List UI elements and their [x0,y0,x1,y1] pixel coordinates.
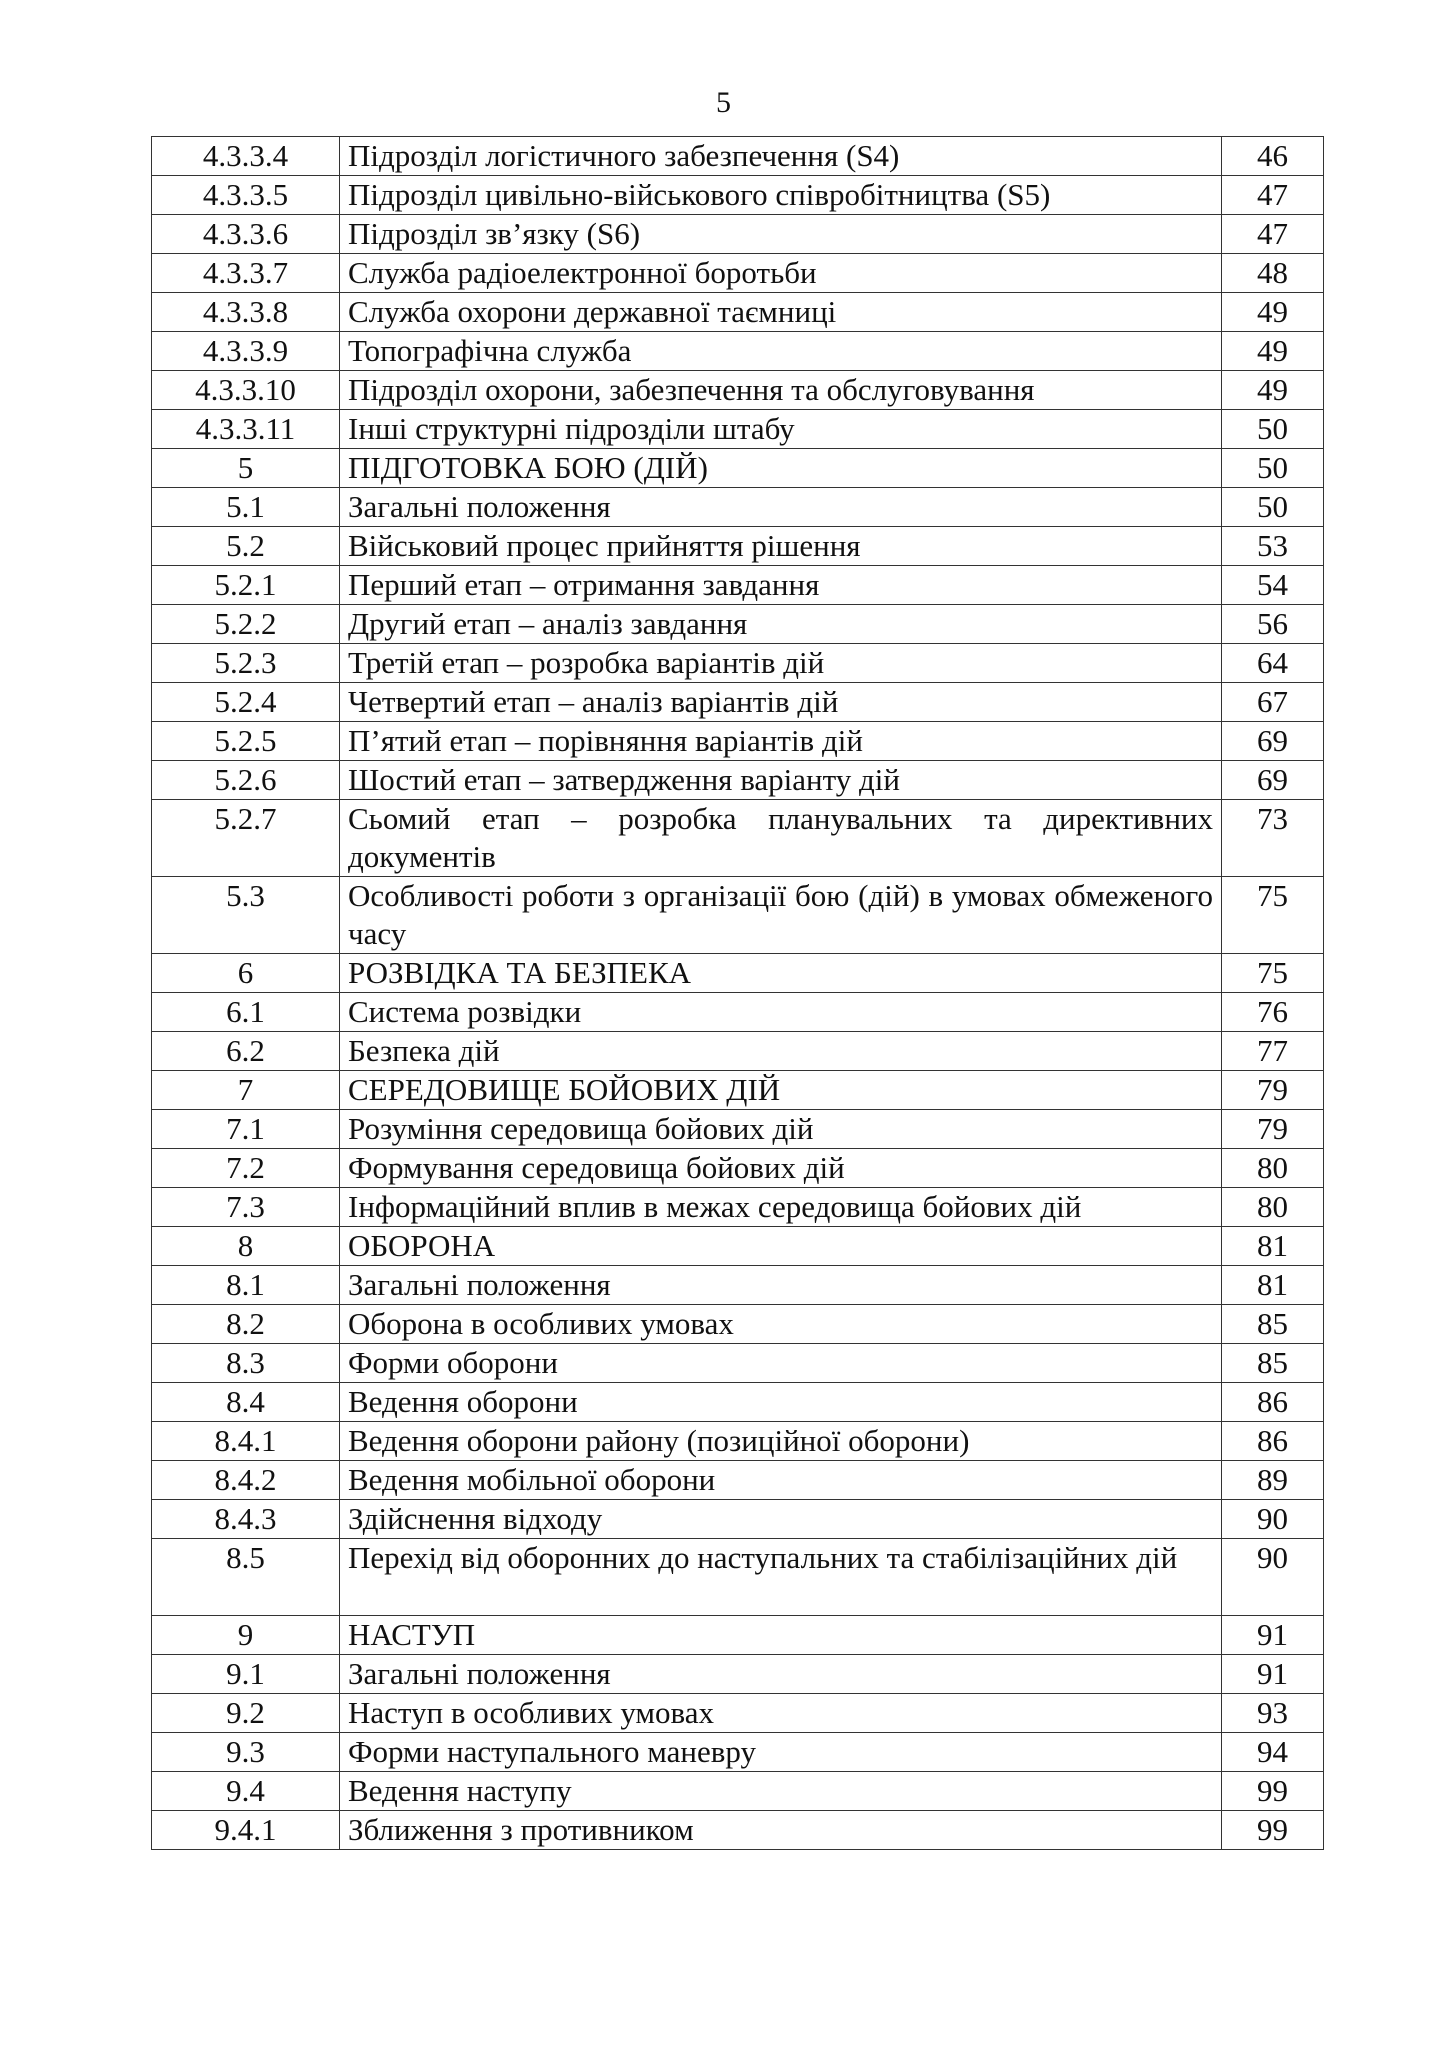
section-number: 5.2 [152,527,340,566]
table-row [152,605,1324,644]
table-row [152,1500,1324,1539]
section-page: 80 [1222,1188,1324,1227]
section-page: 90 [1222,1500,1324,1539]
section-page: 91 [1222,1616,1324,1655]
section-number: 8.4.2 [152,1461,340,1500]
section-title: Підрозділ охорони, забезпечення та обслуговування [340,371,1222,410]
section-number: 5.3 [152,877,340,954]
section-title: Підрозділ цивільно-військового співробітництва (S5) [340,176,1222,215]
section-number: 4.3.3.4 [152,137,340,176]
section-number: 5.2.2 [152,605,340,644]
section-page: 79 [1222,1071,1324,1110]
section-number: 6.2 [152,1032,340,1071]
table-row [152,215,1324,254]
table-row [152,1110,1324,1149]
section-title: Загальні положення [340,488,1222,527]
section-title: Сьомий етап – розробка планувальних та директивних документів [340,800,1222,877]
section-page: 64 [1222,644,1324,683]
section-page: 56 [1222,605,1324,644]
section-title: Формування середовища бойових дій [340,1149,1222,1188]
section-page: 50 [1222,410,1324,449]
section-page: 50 [1222,449,1324,488]
table-row [152,449,1324,488]
table-row [152,410,1324,449]
section-number: 8.4.1 [152,1422,340,1461]
section-number: 9.1 [152,1655,340,1694]
section-title: Форми оборони [340,1344,1222,1383]
section-title: СЕРЕДОВИЩЕ БОЙОВИХ ДІЙ [340,1071,1222,1110]
section-number: 8.4.3 [152,1500,340,1539]
section-number: 5.2.6 [152,761,340,800]
section-title: Зближення з противником [340,1811,1222,1850]
section-number: 9.4 [152,1772,340,1811]
section-title: Підрозділ зв’язку (S6) [340,215,1222,254]
section-title: Підрозділ логістичного забезпечення (S4) [340,137,1222,176]
section-number: 5.2.4 [152,683,340,722]
section-page: 81 [1222,1266,1324,1305]
section-page: 76 [1222,993,1324,1032]
section-number: 5.2.1 [152,566,340,605]
table-row [152,1344,1324,1383]
section-page: 99 [1222,1772,1324,1811]
section-title: Розуміння середовища бойових дій [340,1110,1222,1149]
table-row [152,1383,1324,1422]
section-number: 4.3.3.9 [152,332,340,371]
section-page: 49 [1222,293,1324,332]
table-row [152,1733,1324,1772]
section-title: П’ятий етап – порівняння варіантів дій [340,722,1222,761]
section-title: Перехід від оборонних до наступальних та стабілізаційних дій [340,1539,1222,1616]
section-page: 85 [1222,1344,1324,1383]
section-page: 79 [1222,1110,1324,1149]
section-title: Оборона в особливих умовах [340,1305,1222,1344]
table-row [152,1539,1324,1616]
section-title: Ведення оборони району (позиційної оборони) [340,1422,1222,1461]
section-title: Наступ в особливих умовах [340,1694,1222,1733]
section-title: Загальні положення [340,1655,1222,1694]
section-number: 4.3.3.11 [152,410,340,449]
table-row [152,293,1324,332]
section-number: 8.4 [152,1383,340,1422]
section-title: Топографічна служба [340,332,1222,371]
table-row [152,176,1324,215]
section-number: 6 [152,954,340,993]
section-number: 5.2.5 [152,722,340,761]
section-number: 4.3.3.10 [152,371,340,410]
table-row [152,722,1324,761]
section-title: Ведення оборони [340,1383,1222,1422]
section-title: Особливості роботи з організації бою (дій) в умовах обмеженого часу [340,877,1222,954]
section-page: 80 [1222,1149,1324,1188]
section-page: 77 [1222,1032,1324,1071]
section-title: РОЗВІДКА ТА БЕЗПЕКА [340,954,1222,993]
section-title: Інформаційний вплив в межах середовища бойових дій [340,1188,1222,1227]
table-row [152,1032,1324,1071]
table-row [152,1188,1324,1227]
table-row [152,1227,1324,1266]
section-page: 90 [1222,1539,1324,1616]
section-number: 9 [152,1616,340,1655]
section-title: Здійснення відходу [340,1500,1222,1539]
section-number: 8.1 [152,1266,340,1305]
section-number: 8.2 [152,1305,340,1344]
section-page: 93 [1222,1694,1324,1733]
section-title: Перший етап – отримання завдання [340,566,1222,605]
section-page: 47 [1222,215,1324,254]
section-page: 53 [1222,527,1324,566]
table-row [152,371,1324,410]
table-row [152,488,1324,527]
table-row [152,1266,1324,1305]
table-row [152,877,1324,954]
section-page: 49 [1222,371,1324,410]
section-page: 91 [1222,1655,1324,1694]
section-number: 9.3 [152,1733,340,1772]
section-title: Ведення мобільної оборони [340,1461,1222,1500]
section-page: 75 [1222,954,1324,993]
section-number: 5.2.7 [152,800,340,877]
section-page: 99 [1222,1811,1324,1850]
section-page: 54 [1222,566,1324,605]
table-row [152,1616,1324,1655]
table-row [152,993,1324,1032]
section-page: 85 [1222,1305,1324,1344]
table-row [152,683,1324,722]
section-number: 4.3.3.5 [152,176,340,215]
section-title: Четвертий етап – аналіз варіантів дій [340,683,1222,722]
section-title: Форми наступального маневру [340,1733,1222,1772]
section-number: 8.5 [152,1539,340,1616]
table-row [152,566,1324,605]
section-title: Другий етап – аналіз завдання [340,605,1222,644]
section-number: 4.3.3.6 [152,215,340,254]
section-page: 75 [1222,877,1324,954]
table-row [152,527,1324,566]
section-title: Шостий етап – затвердження варіанту дій [340,761,1222,800]
section-number: 8.3 [152,1344,340,1383]
section-page: 46 [1222,137,1324,176]
table-row [152,1811,1324,1850]
section-number: 5.1 [152,488,340,527]
table-row [152,1772,1324,1811]
section-number: 7.3 [152,1188,340,1227]
table-row [152,800,1324,877]
section-number: 7.1 [152,1110,340,1149]
section-page: 94 [1222,1733,1324,1772]
table-row [152,1655,1324,1694]
section-title: Загальні положення [340,1266,1222,1305]
section-title: Служба охорони державної таємниці [340,293,1222,332]
section-number: 9.4.1 [152,1811,340,1850]
section-page: 86 [1222,1422,1324,1461]
section-title: Ведення наступу [340,1772,1222,1811]
section-page: 73 [1222,800,1324,877]
table-row [152,1071,1324,1110]
section-page: 69 [1222,722,1324,761]
page-number: 5 [716,86,731,119]
table-row [152,954,1324,993]
section-number: 7 [152,1071,340,1110]
section-page: 81 [1222,1227,1324,1266]
table-row [152,1149,1324,1188]
section-title: ПІДГОТОВКА БОЮ (ДІЙ) [340,449,1222,488]
section-title: Служба радіоелектронної боротьби [340,254,1222,293]
table-row [152,1422,1324,1461]
section-number: 7.2 [152,1149,340,1188]
section-number: 5 [152,449,340,488]
section-title: ОБОРОНА [340,1227,1222,1266]
table-row [152,644,1324,683]
table-of-contents [151,136,1324,1850]
section-title: НАСТУП [340,1616,1222,1655]
section-page: 48 [1222,254,1324,293]
section-number: 9.2 [152,1694,340,1733]
section-page: 50 [1222,488,1324,527]
section-page: 49 [1222,332,1324,371]
section-number: 4.3.3.7 [152,254,340,293]
section-title: Система розвідки [340,993,1222,1032]
section-page: 47 [1222,176,1324,215]
table-row [152,254,1324,293]
section-page: 69 [1222,761,1324,800]
table-row [152,137,1324,176]
section-number: 8 [152,1227,340,1266]
table-row [152,761,1324,800]
section-title: Інші структурні підрозділи штабу [340,410,1222,449]
table-row [152,1305,1324,1344]
section-number: 4.3.3.8 [152,293,340,332]
table-row [152,1694,1324,1733]
section-page: 67 [1222,683,1324,722]
section-page: 86 [1222,1383,1324,1422]
section-title: Безпека дій [340,1032,1222,1071]
section-page: 89 [1222,1461,1324,1500]
table-row [152,1461,1324,1500]
section-number: 6.1 [152,993,340,1032]
section-number: 5.2.3 [152,644,340,683]
section-title: Військовий процес прийняття рішення [340,527,1222,566]
table-row [152,332,1324,371]
section-title: Третій етап – розробка варіантів дій [340,644,1222,683]
